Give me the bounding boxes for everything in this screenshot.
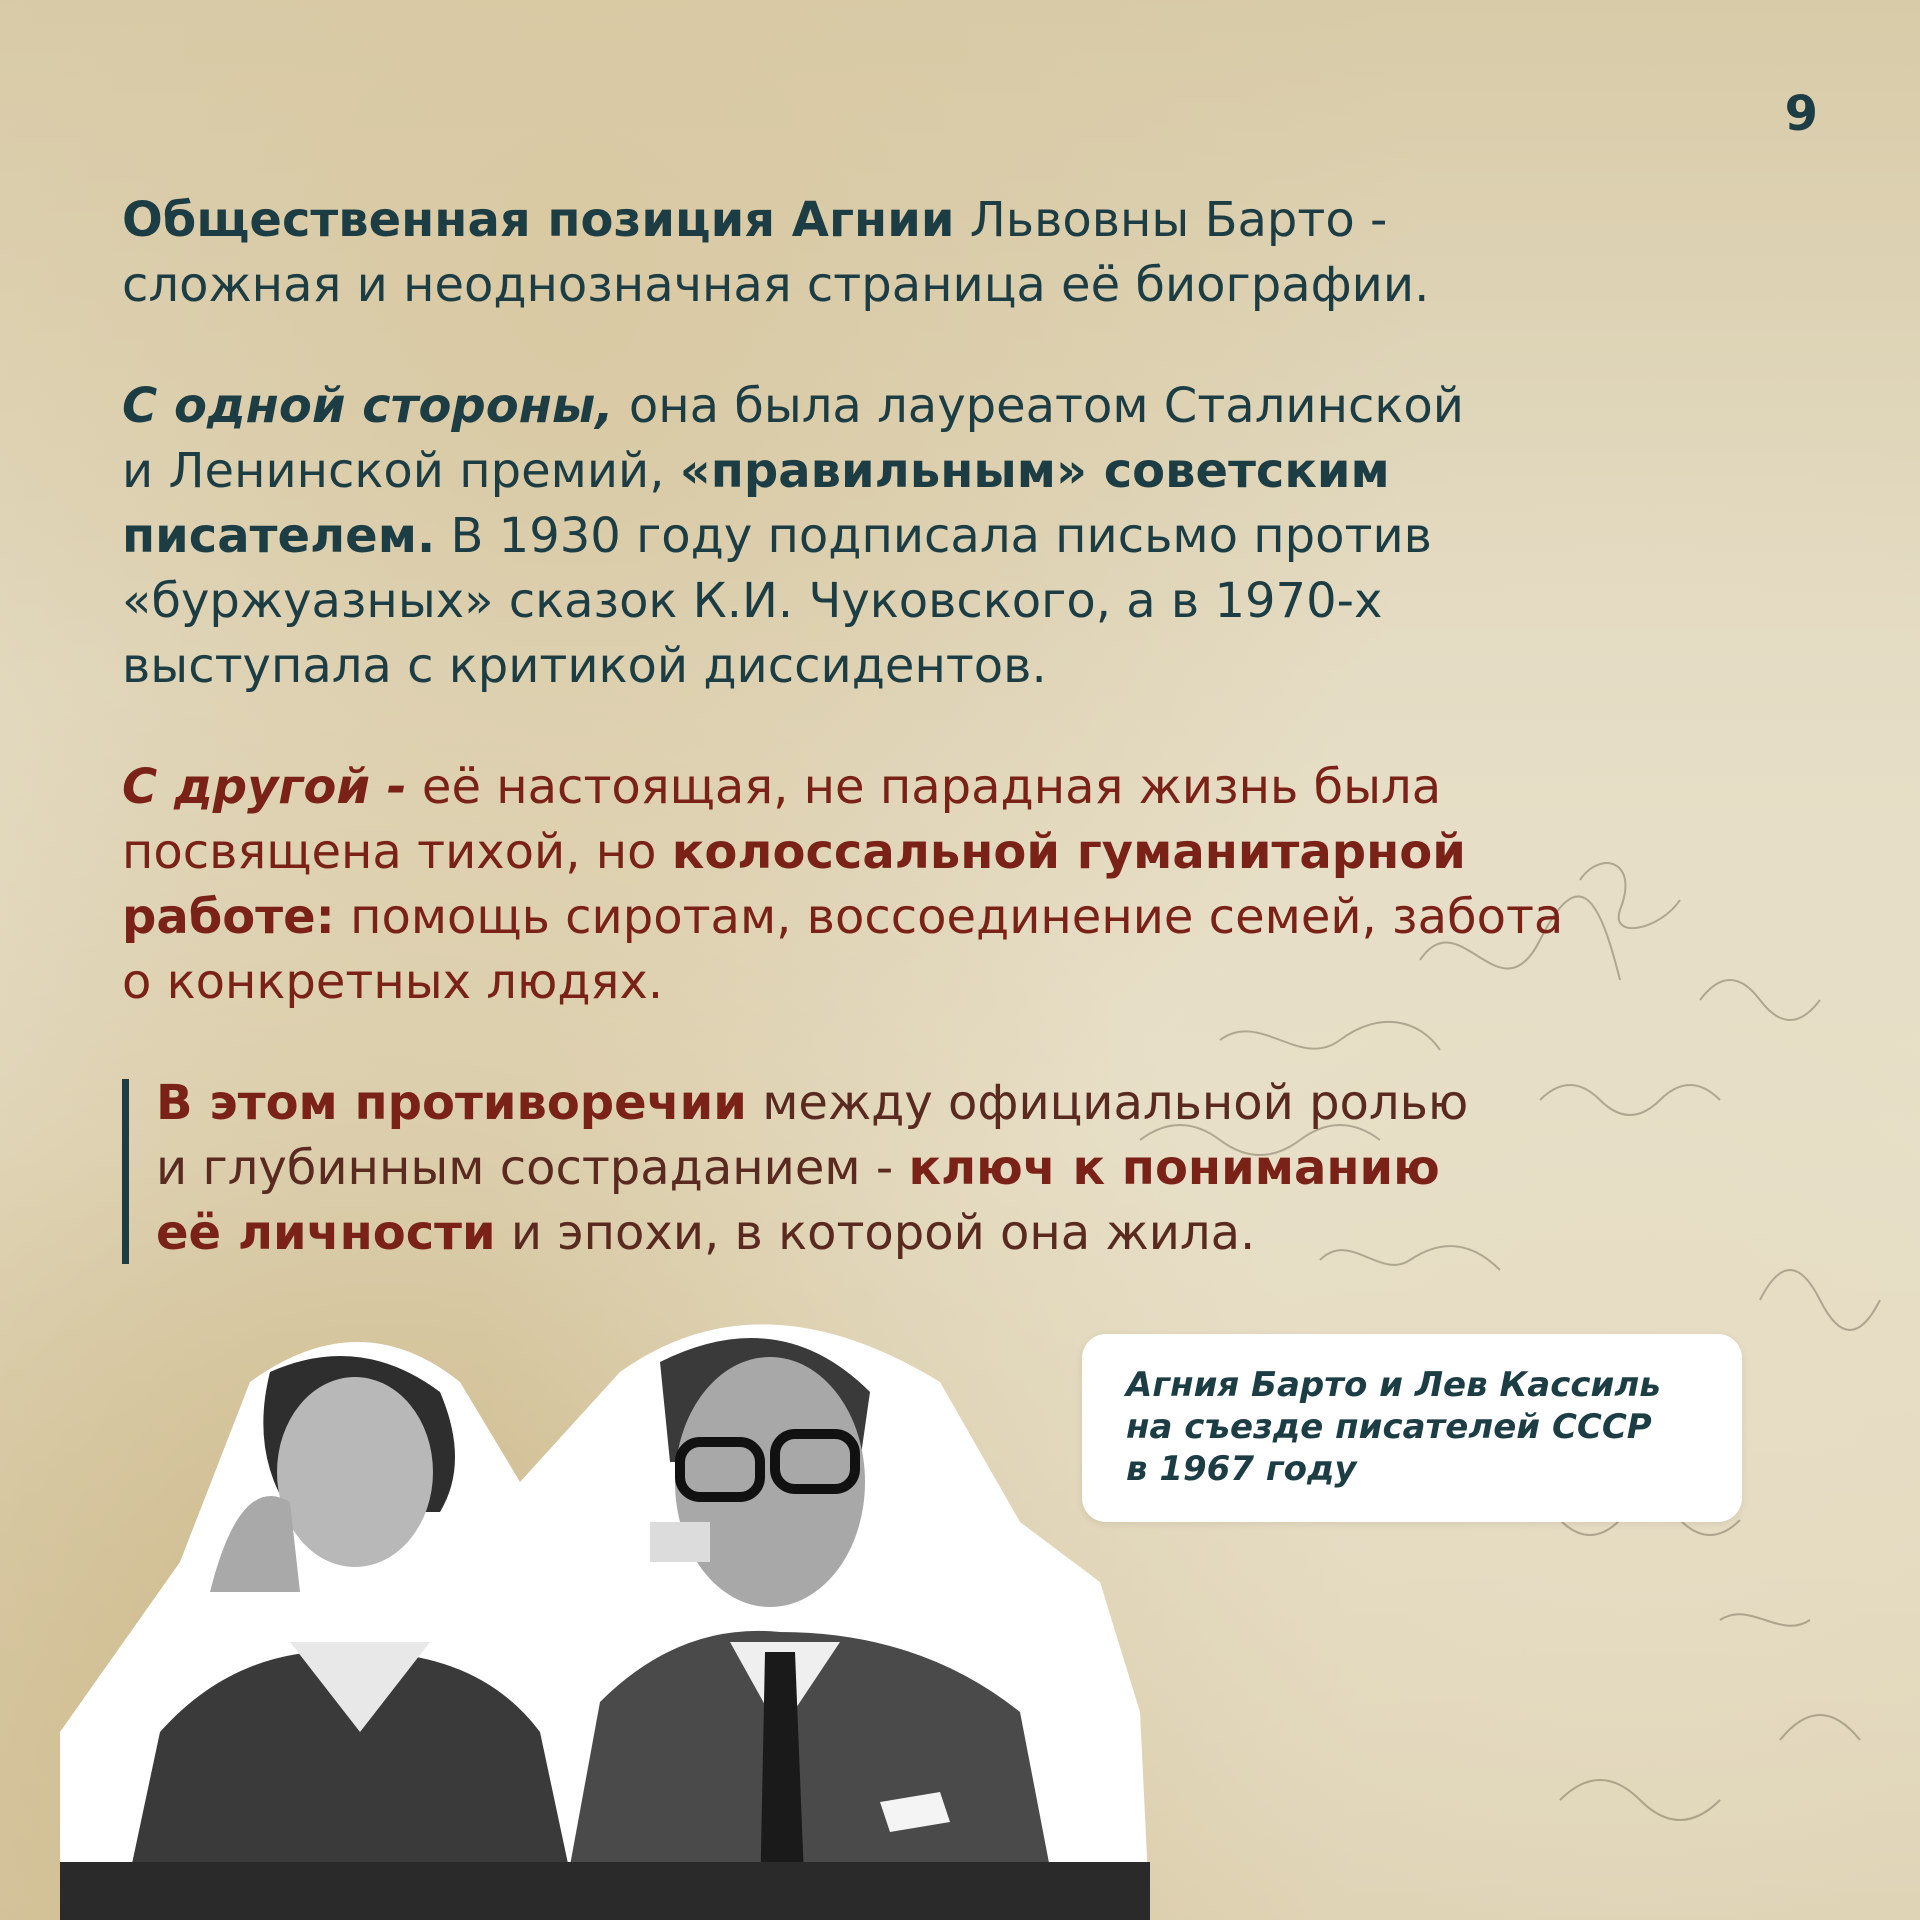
- main-text: [122, 188, 1762, 1266]
- one-side-bold-1: «правильным» советским: [679, 443, 1390, 499]
- quote-text-2: и глубинным состраданием -: [156, 1140, 909, 1196]
- other-side-text-3: помощь сиротам, воссоединение семей, забота: [334, 889, 1564, 945]
- other-side-text-1: её настоящая, не парадная жизнь была: [406, 759, 1442, 815]
- one-side-text-3: В 1930 году подписала письмо против: [435, 508, 1432, 564]
- paragraph-other-side: [122, 755, 1762, 1015]
- intro-text-2: сложная и неоднозначная страница её биографии.: [122, 257, 1430, 313]
- quote-bold-1: В этом противоречии: [156, 1075, 747, 1131]
- quote-block: [122, 1071, 1762, 1266]
- quote-bold-2: ключ к пониманию: [908, 1140, 1440, 1196]
- quote-text-1: между официальной ролью: [746, 1075, 1469, 1131]
- other-side-lead: С другой -: [122, 759, 407, 815]
- quote-bold-3: её личности: [156, 1205, 496, 1261]
- intro-text: Львовны Барто -: [954, 192, 1388, 248]
- one-side-bold-2: писателем.: [122, 508, 436, 564]
- photo-caption: [1082, 1334, 1742, 1522]
- quote-text-3: и эпохи, в которой она жила.: [495, 1205, 1256, 1261]
- paragraph-one-side: [122, 374, 1762, 699]
- one-side-text-4: «буржуазных» сказок К.И. Чуковского, а в 1970-х: [122, 573, 1383, 629]
- page-number: 9: [1784, 86, 1818, 142]
- one-side-text-2: и Ленинской премий,: [122, 443, 680, 499]
- one-side-text-1: она была лауреатом Сталинской: [613, 378, 1464, 434]
- caption-line-1: Агния Барто и Лев Кассиль: [1126, 1365, 1661, 1405]
- paragraph-intro: [122, 188, 1762, 318]
- intro-bold: Общественная позиция Агнии: [122, 192, 955, 248]
- other-side-text-4: о конкретных людях.: [122, 954, 664, 1010]
- caption-line-3: в 1967 году: [1126, 1449, 1357, 1489]
- one-side-lead: С одной стороны,: [122, 378, 614, 434]
- other-side-bold-1: колоссальной гуманитарной: [671, 824, 1466, 880]
- caption-line-2: на съезде писателей СССР: [1126, 1407, 1652, 1447]
- other-side-text-2: посвящена тихой, но: [122, 824, 672, 880]
- other-side-bold-2: работе:: [122, 889, 335, 945]
- quote-bar: [122, 1079, 129, 1264]
- one-side-text-5: выступала с критикой диссидентов.: [122, 638, 1047, 694]
- caption-text: [1126, 1364, 1726, 1490]
